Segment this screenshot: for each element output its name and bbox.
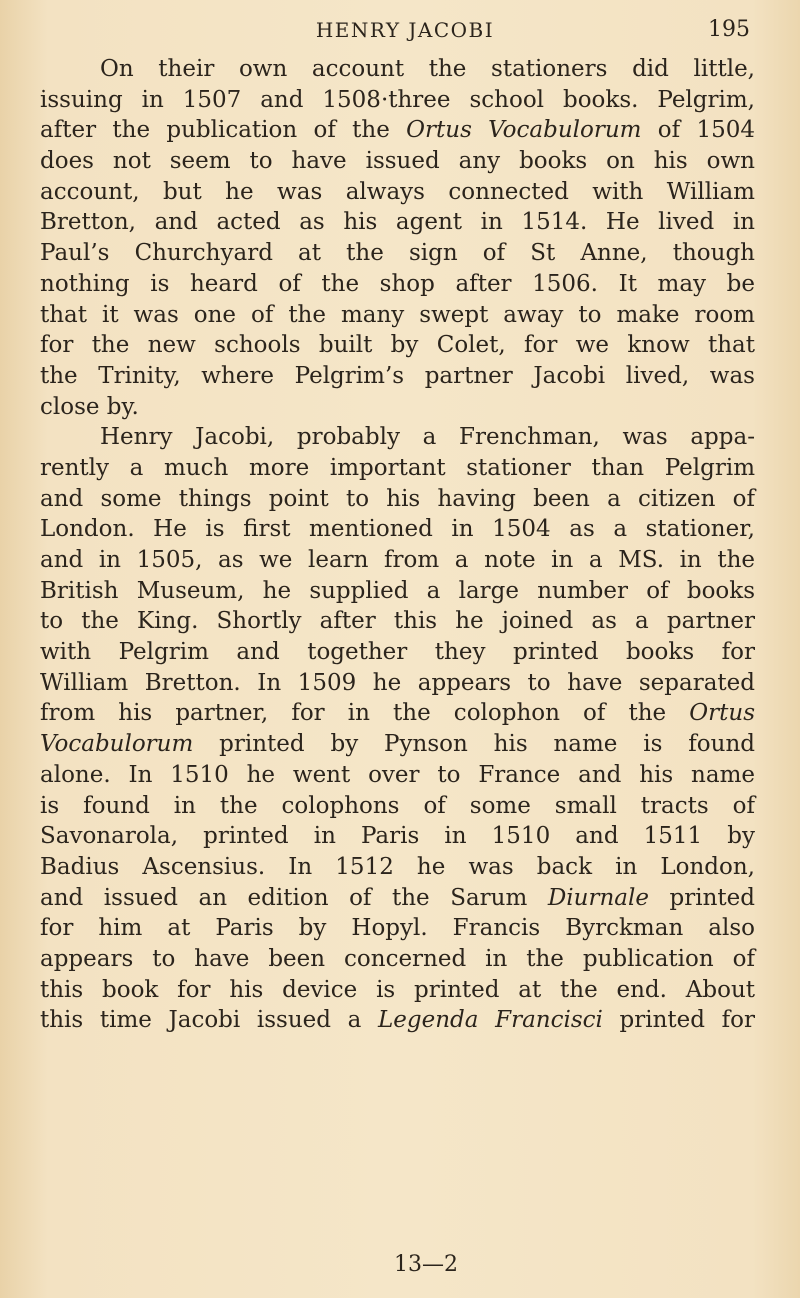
text-line xyxy=(40,821,755,852)
text-line xyxy=(40,146,755,177)
text-line xyxy=(40,729,755,760)
text-segment: printed by Pynson his name is found xyxy=(193,731,755,758)
text-line xyxy=(40,944,755,975)
text-line xyxy=(40,668,755,699)
page-number: 195 xyxy=(708,17,750,42)
text-segment: appears to have been concerned in the publication of xyxy=(40,945,755,972)
text-segment: rently a much more important stationer than Pelgrim xyxy=(40,454,755,481)
text-segment: after the publication of the xyxy=(40,117,407,144)
text-segment: is found in the colophons of some small tracts of xyxy=(40,792,755,819)
text-segment: printed for xyxy=(602,1007,755,1034)
text-segment: William Bretton. In 1509 he appears to have separated xyxy=(40,669,755,696)
running-head xyxy=(60,10,750,50)
text-segment: does not seem to have issued any books on his own xyxy=(40,148,755,175)
text-line xyxy=(40,177,755,208)
text-line xyxy=(40,361,755,392)
text-segment: issuing in 1507 and 1508·three school books. Pelgrim, xyxy=(40,86,755,113)
text-line xyxy=(40,883,755,914)
text-line xyxy=(40,115,755,146)
text-line xyxy=(40,300,755,331)
text-segment: for the new schools built by Colet, for we know that xyxy=(40,332,755,359)
text-line xyxy=(40,514,755,545)
text-line xyxy=(40,238,755,269)
text-line xyxy=(40,269,755,300)
italic-title: Ortus xyxy=(689,700,755,727)
text-segment: and in 1505, as we learn from a note in a MS. in the xyxy=(40,547,755,573)
text-segment: Badius Ascensius. In 1512 he was back in London, xyxy=(40,853,755,880)
text-segment: and issued an edition of the Sarum xyxy=(40,884,548,911)
text-line xyxy=(40,1005,755,1036)
text-line xyxy=(40,453,755,484)
signature-mark: 13—2 xyxy=(394,1252,458,1277)
text-line xyxy=(40,913,755,944)
text-segment: alone. In 1510 he went over to France and his name xyxy=(40,761,755,788)
text-segment: close by. xyxy=(40,393,139,420)
text-line xyxy=(40,760,755,791)
text-line xyxy=(40,85,755,116)
text-line xyxy=(40,576,755,607)
italic-title: Legenda Francisci xyxy=(378,1007,603,1034)
text-segment: from his partner, for in the colophon of the xyxy=(40,700,690,727)
italic-title: Ortus Vocabulorum xyxy=(406,117,642,144)
text-segment: of 1504 xyxy=(641,117,755,144)
text-line xyxy=(40,637,755,668)
text-segment: On their own account the stationers did little, xyxy=(100,56,755,82)
text-segment: this time Jacobi issued a xyxy=(40,1007,379,1034)
text-segment: Savonarola, printed in Paris in 1510 and 1511 by xyxy=(40,823,755,850)
text-line xyxy=(40,698,755,729)
text-line xyxy=(40,852,755,883)
running-title: HENRY JACOBI xyxy=(315,18,495,42)
text-segment: the Trinity, where Pelgrim’s partner Jacobi lived, was xyxy=(40,362,755,389)
text-segment: Henry Jacobi, probably a Frenchman, was appa- xyxy=(100,424,755,451)
body-text xyxy=(40,54,755,1036)
italic-title: Diurnale xyxy=(547,884,649,911)
text-line xyxy=(40,422,755,453)
text-segment: this book for his device is printed at the end. About xyxy=(40,976,755,1003)
text-segment: Bretton, and acted as his agent in 1514. He lived in xyxy=(40,209,755,236)
text-line xyxy=(40,330,755,361)
text-line xyxy=(40,975,755,1006)
text-segment: to the King. Shortly after this he joined as a partner xyxy=(40,608,755,635)
text-segment: account, but he was always connected with William xyxy=(40,178,755,205)
text-segment: Paul’s Churchyard at the sign of St Anne, though xyxy=(40,240,755,267)
text-line xyxy=(40,606,755,637)
text-line xyxy=(40,207,755,238)
text-line xyxy=(40,54,755,85)
text-segment: for him at Paris by Hopyl. Francis Byrckman also xyxy=(40,915,755,942)
text-segment: nothing is heard of the shop after 1506. It may be xyxy=(40,270,755,297)
text-line xyxy=(40,392,755,423)
text-segment: British Museum, he supplied a large number of books xyxy=(40,577,755,604)
italic-title: Vocabulorum xyxy=(40,731,194,758)
text-segment: and some things point to his having been a citizen of xyxy=(40,485,755,512)
text-line xyxy=(40,791,755,822)
text-line xyxy=(40,484,755,515)
text-segment: with Pelgrim and together they printed books for xyxy=(40,639,755,666)
text-line xyxy=(40,545,755,576)
text-segment: that it was one of the many swept away to make room xyxy=(40,301,755,328)
text-segment: London. He is first mentioned in 1504 as a stationer, xyxy=(40,516,755,543)
text-segment: printed xyxy=(648,884,755,911)
